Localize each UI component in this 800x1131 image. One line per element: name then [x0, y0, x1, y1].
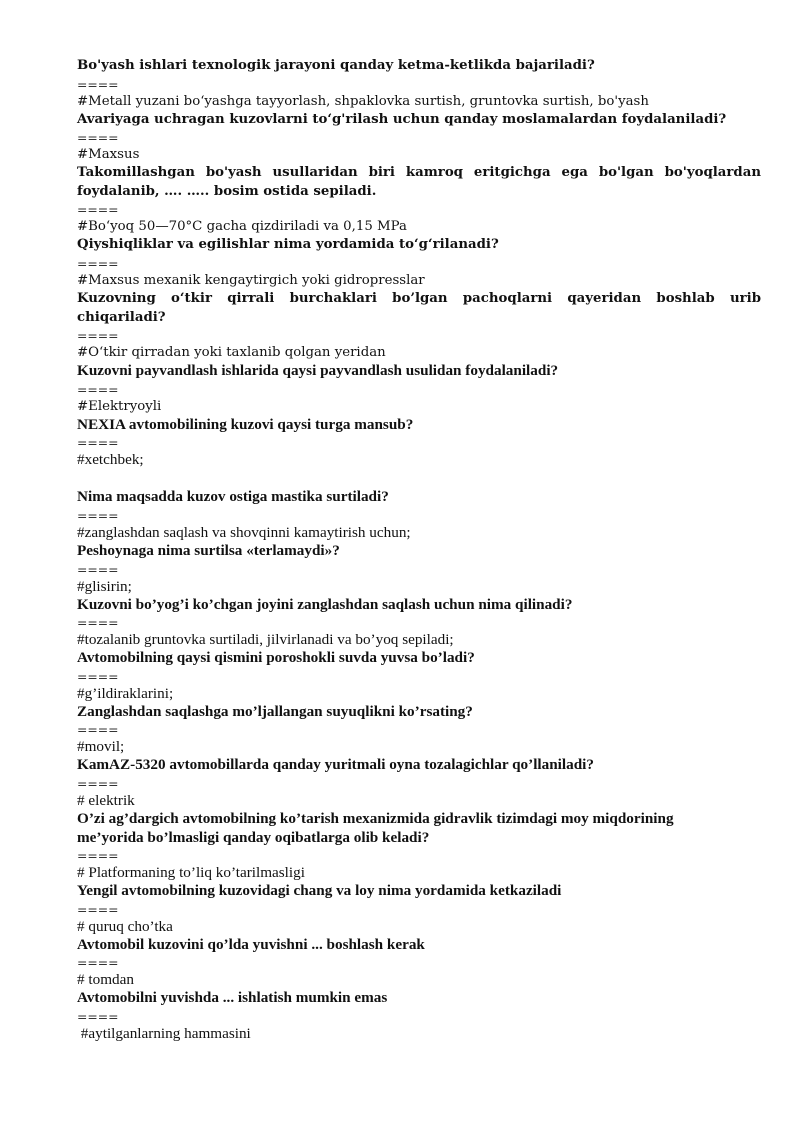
question-9: Peshoynaga nima surtilsa «terlamaydi»?: [77, 541, 340, 559]
separator: ====: [77, 328, 119, 344]
question-3: Takomillashgan bo'yash usullaridan biri kamroq eritgichga ega bo'lgan bo'yoqlardan foydalanib, …. ….. bosim ostida sepiladi.: [77, 165, 761, 199]
answer-6: #Elektryoyli: [77, 398, 162, 414]
separator: ====: [77, 722, 119, 738]
question-16: Avtomobil kuzovini qo’lda yuvishni ... boshlash kerak: [77, 935, 425, 953]
answer-14: # Platformaning to’liq ko’tarilmasligi: [77, 864, 305, 882]
question-17: Avtomobilni yuvishda ... ishlatish mumkin emas: [77, 989, 388, 1007]
answer-12: #movil;: [77, 738, 125, 756]
separator: ====: [77, 615, 119, 631]
answer-3: #Bo‘yoq 50—70°C gacha qizdiriladi va 0,15 MPa: [77, 219, 407, 235]
question-5: Kuzovning o‘tkir qirrali burchaklari bo’lgan pachoqlarni qayeridan boshlab urib chiqariladi?: [77, 290, 761, 325]
question-14-line-2: me’yorida bo’lmasligi qanday oqibatlarga olib keladi?: [77, 828, 430, 846]
separator: ====: [77, 381, 119, 397]
question-13: KamAZ-5320 avtomobillarda qanday yuritmali oyna tozalagichlar qo’llaniladi?: [77, 756, 594, 774]
question-10: Kuzovni bo’yog’i ko’chgan joyini zanglashdan saqlash uchun nima qilinadi?: [77, 595, 573, 613]
question-12: Zanglashdan saqlashga mo’ljallangan suyuqlikni ko’rsating?: [77, 702, 473, 720]
question-6: Kuzovni payvandlash ishlarida qaysi payvandlash usulidan foydalaniladi?: [77, 362, 559, 380]
question-15: Yengil avtomobilning kuzovidagi chang va loy nima yordamida ketkaziladi: [77, 882, 562, 900]
question-7: NEXIA avtomobilining kuzovi qaysi turga mansub?: [77, 415, 414, 433]
separator: ====: [77, 561, 119, 577]
answer-17: #aytilganlarning hammasini: [77, 1024, 251, 1042]
separator: ====: [77, 775, 119, 791]
question-14: [77, 810, 761, 847]
question-14-line-1: O’zi ag’dargich avtomobilning ko’tarish mexanizmida gidravlik tizimdagi moy miqdorining: [77, 809, 674, 827]
answer-16: # tomdan: [77, 971, 134, 989]
separator: ====: [77, 901, 119, 917]
answer-4: #Maxsus mexanik kengaytirgich yoki gidropresslar: [77, 272, 425, 288]
separator: ====: [77, 848, 119, 864]
document-body: [77, 57, 761, 1043]
separator: ====: [77, 255, 119, 271]
question-1: Bo'yash ishlari texnologik jarayoni qanday ketma-ketlikda bajariladi?: [77, 58, 595, 73]
answer-2: #Maxsus: [77, 147, 140, 163]
question-4: Qiyshiqliklar va egilishlar nima yordamida to‘g‘rilanadi?: [77, 237, 499, 253]
separator: ====: [77, 76, 119, 92]
blank-line: [77, 469, 761, 488]
separator: ====: [77, 507, 119, 523]
answer-7: #xetchbek;: [77, 451, 144, 469]
answer-8: #zanglashdan saqlash va shovqinni kamaytirish uchun;: [77, 523, 411, 541]
question-8: Nima maqsadda kuzov ostiga mastika surtiladi?: [77, 488, 389, 506]
separator: ====: [77, 955, 119, 971]
answer-5: #O‘tkir qirradan yoki taxlanib qolgan yeridan: [77, 345, 386, 361]
separator: ====: [77, 1008, 119, 1024]
answer-13: # elektrik: [77, 791, 135, 809]
answer-11: #g’ildiraklarini;: [77, 684, 174, 702]
answer-15: # quruq cho’tka: [77, 917, 173, 935]
answer-9: #glisirin;: [77, 577, 132, 595]
separator: ====: [77, 435, 119, 451]
answer-10: #tozalanib gruntovka surtiladi, jilvirlanadi va bo’yoq sepiladi;: [77, 631, 454, 649]
separator: ====: [77, 668, 119, 684]
answer-1: #Metall yuzani bo‘yashga tayyorlash, shpaklovka surtish, gruntovka surtish, bo'yash: [77, 93, 649, 109]
question-11: Avtomobilning qaysi qismini poroshokli suvda yuvsa bo’ladi?: [77, 649, 475, 667]
question-2: Avariyaga uchragan kuzovlarni to‘g'rilash uchun qanday moslamalardan foydalaniladi?: [77, 111, 727, 127]
separator: ====: [77, 202, 119, 218]
separator: ====: [77, 130, 119, 146]
